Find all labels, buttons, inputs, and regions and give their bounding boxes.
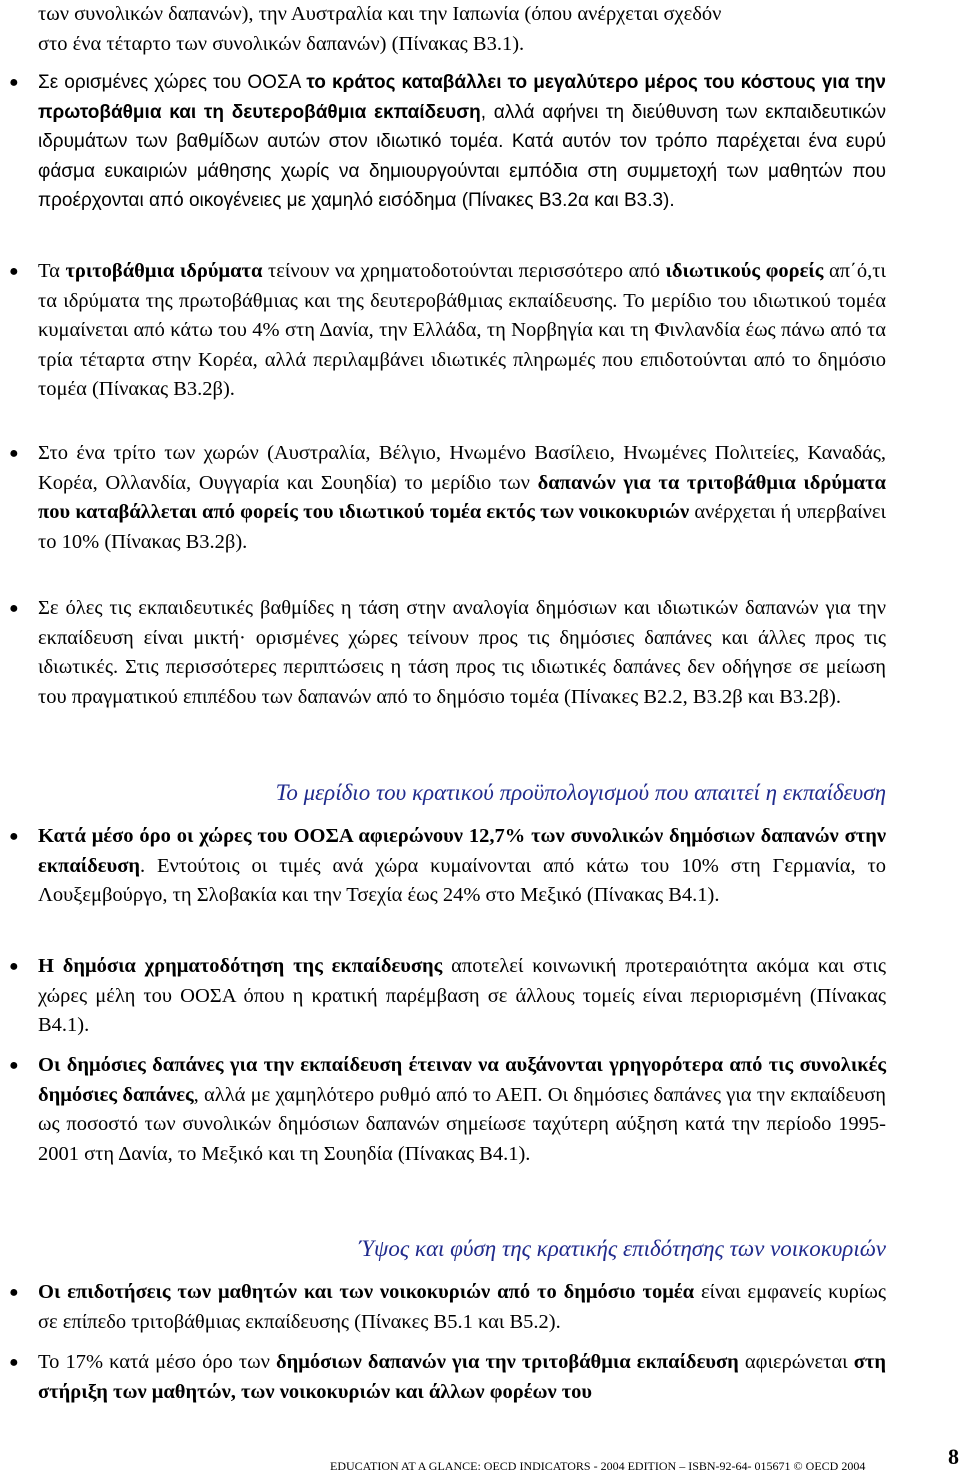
bullet-icon: ● bbox=[9, 263, 19, 280]
bullet-icon: ● bbox=[9, 445, 19, 462]
bullet-icon: ● bbox=[9, 74, 19, 91]
page-footer bbox=[330, 1444, 959, 1474]
bullet-icon: ● bbox=[9, 600, 19, 617]
bullet-item: ● Σε ορισμένες χώρες του ΟΟΣΑ το κράτος καταβάλλει το μεγαλύτερο μέρος του κόστους για την πρωτοβάθμια και τη δευτεροβάθμια εκπαίδευση, αλλά αφήνει τη διεύθυνση των εκπαιδευτικών ιδρυμάτων των βαθμίδων αυτών στον ιδιωτικό τομέα. Κατά αυτόν τον τρόπο παρέχεται ένα ευρύ φάσμα ευκαιριών μάθησης χωρίς να δημιουργούνται εμπόδια στη συμμετοχή των μαθητών που προέρχονται από οικογένειες με χαμηλό εισόδημα (Πίνακες Β3.2α και Β3.3). bbox=[38, 68, 886, 216]
bullet-item: ● Η δημόσια χρηματοδότηση της εκπαίδευσης αποτελεί κοινωνική προτεραιότητα ακόμα και στις χώρες μέλη του ΟΟΣΑ όπου η κρατική παρέμβαση σε άλλους τομείς είναι περιορισμένη (Πίνακας Β4.1). bbox=[38, 952, 886, 1041]
bullet-item: ● Οι δημόσιες δαπάνες για την εκπαίδευση έτειναν να αυξάνονται γρηγορότερα από τις συνολικές δημόσιες δαπάνες, αλλά με χαμηλότερο ρυθμό από το ΑΕΠ. Οι δημόσιες δαπάνες για την εκπαίδευση ως ποσοστό των συνολικών δημόσιων δαπανών σημείωσε ταχύτερη αύξηση κατά την περίοδο 1995-2001 στη Δανία, το Μεξικό και τη Σουηδία (Πίνακας Β4.1). bbox=[38, 1051, 886, 1169]
footer-text: EDUCATION AT A GLANCE: OECD INDICATORS - 2004 EDITION – ISBN-92-64- 015671 © OECD 2004 bbox=[330, 1459, 866, 1473]
bullet-item: ● Το 17% κατά μέσο όρο των δημόσιων δαπανών για την τριτοβάθμια εκπαίδευση αφιερώνεται στη στήριξη των μαθητών, των νοικοκυριών και άλλων φορέων του bbox=[38, 1348, 886, 1407]
page-number: 8 bbox=[948, 1444, 959, 1469]
bullet-icon: ● bbox=[9, 1057, 19, 1074]
bullet-icon: ● bbox=[9, 828, 19, 845]
section-heading: Ύψος και φύση της κρατικής επιδότησης των νοικοκυριών bbox=[358, 1236, 886, 1261]
bullet-item: ● Σε όλες τις εκπαιδευτικές βαθμίδες η τάση στην αναλογία δημόσιων και ιδιωτικών δαπανών για την εκπαίδευση είναι μικτή· ορισμένες χώρες τείνουν προς τις δημόσιες δαπάνες και άλλες προς τις ιδιωτικές. Στις περισσότερες περιπτώσεις η τάση προς τις ιδιωτικές δαπάνες δεν οδήγησε σε μείωση του πραγματικού επιπέδου των δαπανών από το δημόσιο τομέα (Πίνακες Β2.2, Β3.2β και Β3.2β). bbox=[38, 594, 886, 712]
intro-line: στο ένα τέταρτο των συνολικών δαπανών) (Πίνακας Β3.1). bbox=[38, 32, 525, 55]
bullet-item: ● Κατά μέσο όρο οι χώρες του ΟΟΣΑ αφιερώνουν 12,7% των συνολικών δημόσιων δαπανών στην εκπαίδευση. Εντούτοις οι τιμές ανά χώρα κυμαίνονται από κάτω του 10% στη Γερμανία, το Λουξεμβούργο, τη Σλοβακία και την Τσεχία έως 24% στο Μεξικό (Πίνακας Β4.1). bbox=[38, 822, 886, 911]
bullet-item: ● Τα τριτοβάθμια ιδρύματα τείνουν να χρηματοδοτούνται περισσότερο από ιδιωτικούς φορείς απ΄ό,τι τα ιδρύματα της πρωτοβάθμιας και της δευτεροβάθμιας εκπαίδευσης. Το μερίδιο του ιδιωτικού τομέα κυμαίνεται από κάτω του 4% στη Δανία, την Ελλάδα, τη Νορβηγία και τη Φινλανδία έως πάνω από τα τρία τέταρτα στην Κορέα, αλλά περιλαμβάνει ιδιωτικές πληρωμές που επιδοτούνται από το δημόσιο τομέα (Πίνακας Β3.2β). bbox=[38, 257, 886, 405]
bullet-icon: ● bbox=[9, 958, 19, 975]
bullet-icon: ● bbox=[9, 1354, 19, 1371]
bullet-item: ● Στο ένα τρίτο των χωρών (Αυστραλία, Βέλγιο, Ηνωμένο Βασίλειο, Ηνωμένες Πολιτείες, Καναδάς, Κορέα, Ολλανδία, Ουγγαρία και Σουηδία) το μερίδιο των δαπανών για τα τριτοβάθμια ιδρύματα που καταβάλλεται από φορείς του ιδιωτικού τομέα εκτός των νοικοκυριών ανέρχεται ή υπερβαίνει το 10% (Πίνακας Β3.2β). bbox=[38, 439, 886, 557]
intro-paragraph bbox=[38, 0, 888, 59]
section-heading: Το μερίδιο του κρατικού προϋπολογισμού που απαιτεί η εκπαίδευση bbox=[275, 780, 886, 805]
bullet-item: ● Οι επιδοτήσεις των μαθητών και των νοικοκυριών από το δημόσιο τομέα είναι εμφανείς κυρίως σε επίπεδο τριτοβάθμιας εκπαίδευσης (Πίνακες Β5.1 και Β5.2). bbox=[38, 1278, 886, 1337]
intro-line: των συνολικών δαπανών), την Αυστραλία και την Ιαπωνία (όπου ανέρχεται σχεδόν bbox=[38, 3, 722, 25]
bullet-icon: ● bbox=[9, 1284, 19, 1301]
